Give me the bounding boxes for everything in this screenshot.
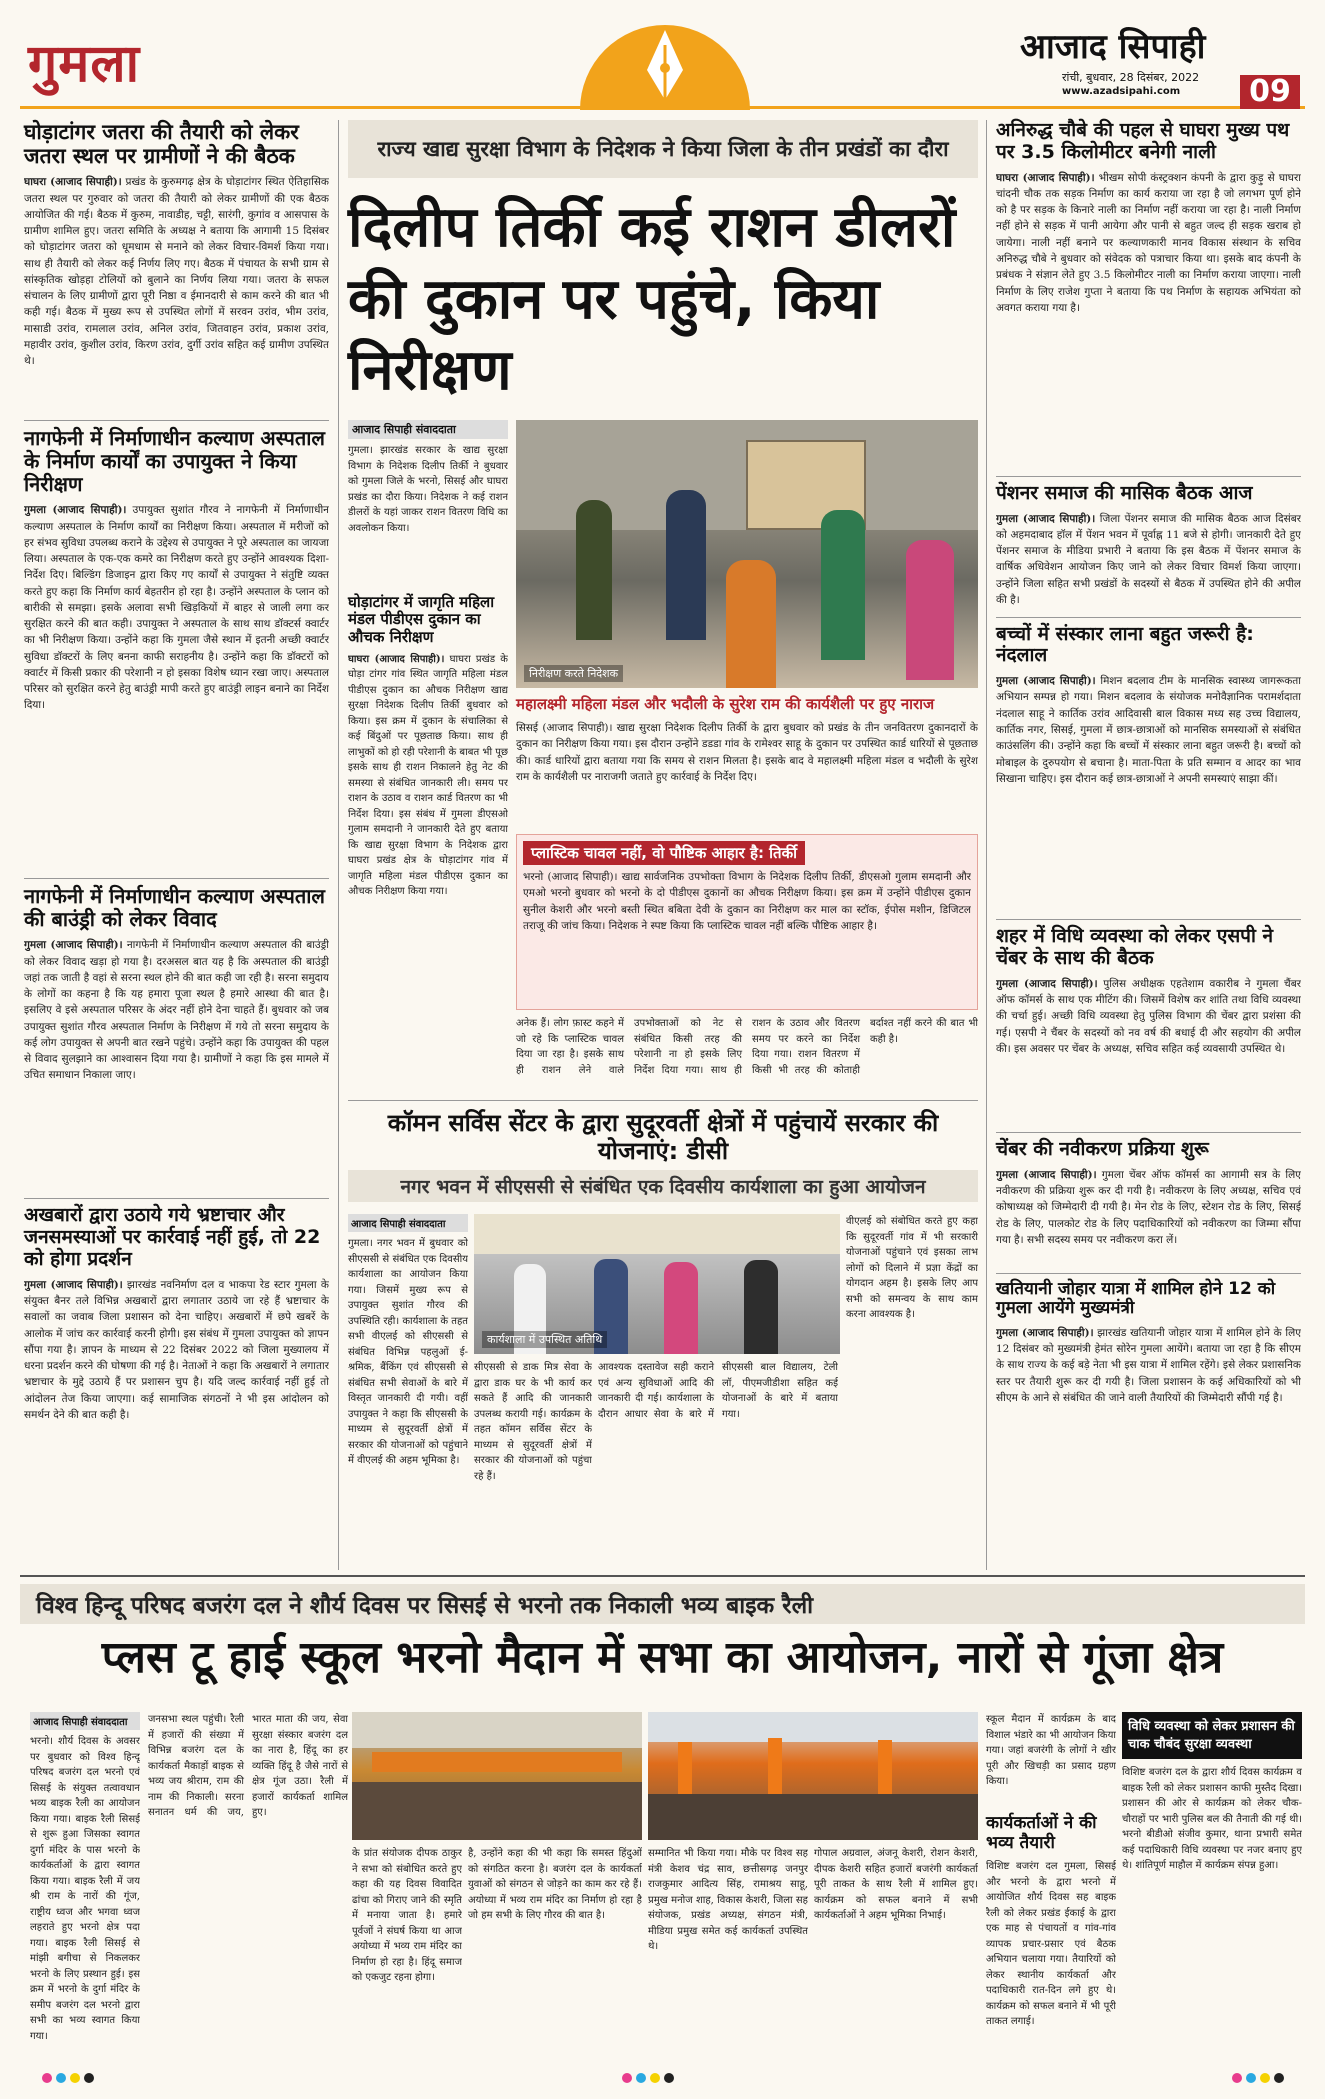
masthead-sun-logo xyxy=(575,0,755,110)
section-title xyxy=(28,26,140,97)
photo-person xyxy=(906,540,954,680)
byline: आजाद सिपाही संवाददाता xyxy=(30,1712,140,1730)
story-body: गुमला (आजाद सिपाही)। झारखंड खतियानी जोहार यात्रा में शामिल होने के लिए 12 दिसंबर को मुख्यमंत्री हेमंत सोरेन गुमला आयेंगे। बताया जा रहा है कि सीएम के साथ राज्य के कई बड़े नेता भी इस यात्रा में शामिल रहेंगे। इसे लेकर प्रशासनिक स्तर पर तैयारी शुरू कर दी गयी है। जिला प्रशासन के कई अधिकारियों को भी सीएम के आने से संबंधित की जाने वाली तैयारियों की जिम्मेदारी सौंपी गई है। xyxy=(996,1326,1301,1404)
story-headline: बच्चों में संस्कार लाना बहुत जरूरी है: नंदलाल xyxy=(996,622,1254,667)
photo-crowd xyxy=(352,1782,642,1840)
divider xyxy=(24,420,329,421)
website: www.azadsipahi.com xyxy=(1062,86,1181,97)
photo-banner xyxy=(474,1214,840,1254)
story-headline: शहर में विधि व्यवस्था को लेकर एसपी ने चेंबर के साथ की बैठक xyxy=(996,925,1274,970)
story-body: गुमला (आजाद सिपाही)। गुमला चेंबर ऑफ कॉमर्स का आगामी सत्र के लिए नवीकरण की प्रक्रिया शुरू कर दी गयी है। नवीकरण के लिए अध्यक्ष, सचिव एवं कोषाध्यक्ष को जिम्मेदारी दी गयी है। मेन रोड के लिए, स्टेशन रोड के लिए, सिसई रोड के लिए, पालकोट रोड के लिए पदाधिकारियों को नवीकरण का जिम्मा सौंपा गया है। सभी सदस्य समय पर नवीकरण करा लें। xyxy=(996,1168,1301,1246)
story-body: घाघरा (आजाद सिपाही)। घाघरा प्रखंड के घोड़ा टांगर गांव स्थित जागृति महिला मंडल पीडीएस दुकान का औचक निरीक्षण खाद्य सुरक्षा निदेशक दिलीप तिर्की बुधवार को किया। इस क्रम में दुकान के संचालिका से कई बिंदुओं पर पूछताछ किया। साथ ही लाभुकों को हो रही परेशानी के बाबत भी पूछ इसके साथ ही राशन निकालने हेतु नेट की समस्या से संबंधित जानकारी ली। समय पर राशन के उठाव व राशन कार्ड वितरण का भी निर्देश दिया। इस संबंध में गुमला डीएसओ गुलाम समदानी ने जानकारी देते हुए बताया कि खाद्य सुरक्षा विभाग के निदेशक द्वारा घाघरा प्रखंड क्षेत्र के घोड़ाटांगर गांव में जागृति महिला मंडल पीडीएस दुकान का औचक निरीक्षण किया गया। xyxy=(348,653,508,898)
story-headline: खतियानी जोहार यात्रा में शामिल होने 12 को गुमला आयेंगे मुख्यमंत्री xyxy=(996,1278,1276,1319)
story-body: विशिष्ट बजरंग दल गुमला, सिसई और भरनो के द्वारा भरनो में आयोजित शौर्य दिवस सह बाइक रैली को लेकर प्रखंड ईकाई के द्वारा एक माह से पंचायतों व गांव-गांव व्यापक प्रचार-प्रसार एवं बैठक अभियान चलाया गया। तैयारियों को लेकर स्थानीय कार्यकर्ता और पदाधिकारी रात-दिन लगे हुए थे। कार्यक्रम को सफल बनाने में भी पूरी ताकत लगाई। xyxy=(986,1861,1116,2028)
divider xyxy=(20,1575,1305,1577)
story-body: घाघरा (आजाद सिपाही)। भीखम सोपी कंस्ट्रक्शन कंपनी के द्वारा कुड़ु से घाघरा चांदनी चौक तक सड़क निर्माण का कार्य कराया जा रहा है जो लगभग पूर्ण होने को है पर सड़क के किनारे नाली का निर्माण नहीं कराया जा रहा है। नाली निर्माण नहीं होने से सड़क में पानी आयेगा और पानी से बहुत जल्द ही सड़क खराब हो जायेगा। नाली नहीं बनाने पर कल्याणकारी मानव विकास संस्थान के सचिव अनिरुद्ध चौबे ने बुधवार को संवेदक को पत्राचार किया था। इसके बाद कंपनी के प्रबंधक ने संज्ञान लेते हुए 3.5 किलोमीटर नाली का निर्माण कराया जाएगा। नाली निर्माण के लिए राजेश गुप्ता ने बताया कि पथ निर्माण के सहायक अभियंता को अवगत कराया गया है। xyxy=(996,171,1301,314)
dateline: रांची, बुधवार, 28 दिसंबर, 2022 xyxy=(1062,71,1200,84)
lead-left-column xyxy=(348,420,508,1212)
lead-kicker: राज्य खाद्य सुरक्षा विभाग के निदेशक ने किया जिला के तीन प्रखंडों का दौरा xyxy=(348,120,978,178)
paper-name: आजाद सिपाही xyxy=(1020,27,1206,67)
story-body: गुमला (आजाद सिपाही)। जिला पेंशनर समाज की मासिक बैठक आज दिसंबर को अहमदाबाद हॉल में पेंशन भवन में पूर्वाह्न 11 बजे से होगी। जानकारी देते हुए पेंशनर समाज के मीडिया प्रभारी ने बताया कि इस बैठक में पेंशनर समाज के वार्षिक अधिवेशन आयोजन किए जाने को लेकर विचार विमर्श किया जाएगा। उन्होंने जिला सहित सभी प्रखंडों के सदस्यों से बैठक में उपस्थित होने की अपील की है। xyxy=(996,512,1301,606)
sub-headline: घोड़ाटांगर में जागृति महिला मंडल पीडीएस दुकान का औचक निरीक्षण xyxy=(348,593,495,646)
csc-body-4: वीएलई को संबोधित करते हुए कहा कि सुदूरवर्ती गांव में भी सरकारी योजनाओं पहुंचाने एवं इसका लाभ लोगों को दिलाने में प्रज्ञा केंद्रों का योगदान अहम है। इसके लिए आप सभी को समन्वय के साथ काम करना आवश्यक है। xyxy=(846,1216,978,1320)
divider xyxy=(996,919,1301,920)
story-body: भरनो। शौर्य दिवस के अवसर पर बुधवार को विश्व हिन्दू परिषद बजरंग दल भरनो एवं सिसई के संयुक्त तत्वावधान भव्य बाइक रैली का आयोजन किया गया। बाइक रैली सिसई से शुरू हुआ जिसका स्वागत दुर्गा मंदिर के पास भरनो के कार्यकर्ताओं के द्वारा स्वागत किया गया। बाइक रैली में जय श्री राम के नारों की गूंज, राष्ट्रीय ध्वज और भगवा ध्वज लहराते हुए भरनो क्षेत्र पदा गया। बाइक रैली सिसई से मांझी बगीचा से निकलकर भरनो के लिए प्रस्थान हुई। इस क्रम में भरनो के दुर्गा मंदिर के समीप बजरंग दल भरनो द्वारा सभी का भव्य स्वागत किया गया। xyxy=(30,1736,140,2042)
story-headline: अनिरुद्ध चौबे की पहल से घाघरा मुख्य पथ पर 3.5 किलोमीटर बनेगी नाली xyxy=(996,119,1290,163)
story-body: गुमला (आजाद सिपाही)। नागफेनी में निर्माणाधीन कल्याण अस्पताल की बाउंड्री को लेकर विवाद खड़ा हो गया है। दरअसल बात यह है कि अस्पताल की बाउंड्री जहां तक जाती है वहां से सरना स्थल होने की बात कही जा रही है। सरना समुदाय के लोगों का कहना है कि यह हमारा पूजा स्थल है हमारे आस्था की बात है। इसलिए वे इसे अस्पताल परिसर के अंदर नहीं होने देना चाहते हैं। बुधवार को जब उपायुक्त सुशांत गौरव अस्पताल निर्माण के निरीक्षण में गये तो सरना समुदाय के कई लोग उपायुक्त से अपनी बात रखने पहुंचे। उन्होंने कहा कि उपायुक्त की पहल से विवाद सुलझाने का आश्वासन दिया गया है। ग्रामीणों ने कहा कि इस मामले में उचित समाधान निकाला जाए। xyxy=(24,939,329,1082)
lead-continuation: अनेक हैं। लोग फ़ास्ट कहने में जो रहे कि प्लास्टिक चावल दिया जा रहा है। इसके साथ ही राशन लेने वाले उपभोक्ताओं को नेट से संबंधित किसी तरह की परेशानी ना हो इसके लिए निर्देश दिया गया। साथ ही राशन के उठाव और वितरण समय पर करने का निर्देश दिया गया। राशन वितरण में किसी भी तरह की कोताही बर्दाश्त नहीं करने की बात भी कही है। xyxy=(516,1018,978,1076)
byline: आजाद सिपाही संवाददाता xyxy=(348,420,508,439)
byline: आजाद सिपाही संवाददाता xyxy=(348,1214,468,1232)
photo-label: कार्यशाला में उपस्थित अतिथि xyxy=(482,1331,607,1348)
divider xyxy=(996,1132,1301,1133)
bottom-headline: प्लस टू हाई स्कूल भरनो मैदान में सभा का आयोजन, नारों से गूंजा क्षेत्र xyxy=(101,1632,1224,1683)
story-headline: चेंबर की नवीकरण प्रक्रिया शुरू xyxy=(996,1137,1209,1160)
pen-nib-icon xyxy=(575,0,755,110)
photo-person xyxy=(744,1260,778,1354)
photo-caption-body: सिसई (आजाद सिपाही)। खाद्य सुरक्षा निदेशक दिलीप तिर्की के द्वारा बुधवार को प्रखंड के तीन जनवितरण दुकानदारों के दुकान का निरीक्षण किया गया। इस दौरान उन्होंने डडडा गांव के रामेश्वर साहू के दुकान पर उपस्थित कार्ड धारियों से पूछताछ की। कार्ड धारियों द्वारा बताया गया कि समय से राशन मिलता है। इसके बाद वे महालक्ष्मी महिला मंडल व भदौली के सुरेश राम के कार्यशैली पर नाराजगी जताते हुए कार्रवाई के निर्देश दिए। xyxy=(516,722,978,783)
photo-sky xyxy=(648,1712,978,1742)
inset-box xyxy=(516,834,978,1010)
divider xyxy=(24,878,329,879)
photo-crowd xyxy=(648,1794,978,1840)
left-column xyxy=(24,120,329,1677)
bottom-col-2: जनसभा स्थल पहुंची। रैली में हजारों की संख्या में विभिन्न बजरंग दल के कार्यकर्ता मैकाड़ों बाइक से भव्य जय श्रीराम, राम की नाम की निकाली। सरना सनातन धर्म की जय, भारत माता की जय, सेवा सुरक्षा संस्कार बजरंग दल का नारा है, हिंदू का हर व्यक्ति हिंदू है जैसे नारों से क्षेत्र गूंज उठा। रैली में हजारों कार्यकर्ता शामिल हुए। xyxy=(148,1714,348,1818)
inset-headline: प्लास्टिक चावल नहीं, वो पौष्टिक आहार है: तिर्की xyxy=(523,841,805,865)
print-registration-marks xyxy=(40,2068,96,2087)
photo-person xyxy=(664,1262,698,1354)
bottom-col-4: है, उन्होंने कहा की भी कहा कि समस्त हिंदुओं को संगठित करना है। बजरंग दल के कार्यकर्ता युवाओं को संगठन से जोड़ने का काम कर रहे हैं। अयोध्या में भव्य राम मंदिर का निर्माण हो रहा है जो हम सभी के लिए गौरव की बात है। xyxy=(468,1848,642,1921)
divider xyxy=(24,1198,329,1199)
story-headline: घोड़ाटांगर जतरा की तैयारी को लेकर जतरा स्थल पर ग्रामीणों ने की बैठक xyxy=(24,120,299,169)
csc-subhead: नगर भवन में सीएससी से संबंधित एक दिवसीय कार्यशाला का हुआ आयोजन xyxy=(348,1170,978,1202)
photo-flag xyxy=(768,1738,782,1802)
print-registration-marks xyxy=(620,2068,676,2087)
bottom-col-3: के प्रांत संयोजक दीपक ठाकुर ने सभा को संबोधित करते हुए कहा की यह दिवस विवादित ढांचा को गिराए जाने की स्मृति में मनाया जाता है। हमारे पूर्वजों ने संघर्ष किया था आज अयोध्या में भव्य राम मंदिर का निर्माण हो रहा है। हिंदू समाज को एकजुट रहना होगा। xyxy=(352,1848,462,1983)
story-body: घाघरा (आजाद सिपाही)। प्रखंड के कुरुमगढ़ क्षेत्र के घोड़ाटांगर स्थित ऐतिहासिक जतरा स्थल पर गुरुवार को जतरा की तैयारी को लेकर ग्रामीणों की एक बैठक आयोजित की गई। बैठक में कुरुम, नावाडीह, चट्टी, सारंगी, कुगांव व आसपास के ग्रामीण शामिल हुए। जतरा समिति के अध्यक्ष ने बताया कि आगामी 15 दिसंबर को घोड़ाटांगर जतरा को धूमधाम से मनाने को लेकर विचार-विमर्श किया गया। साथ ही तैयारी को लेकर कई निर्णय लिए गए। बैठक में पंचायत के सभी ग्राम से सांस्कृतिक खोड़हा टोलियों को बुलाने का निर्णय लिया गया। जतरा के सफल संचालन के लिए ग्रामीणों द्वारा पूरी निष्ठा व ईमानदारी से काम करने की बात भी कही गई। बैठक में मुख्य रूप से उपस्थित लोगों में सरवन उरांव, भीम उरांव, मासाडी उरांव, रामलाल उरांव, अनिल उरांव, जितवाहन उरांव, प्रकाश उरांव, महावीर उरांव, कुशील उरांव, किरण उरांव, दुर्गी उरांव सहित कई ग्रामीण उपस्थित थे। xyxy=(24,176,329,368)
csc-body-2: सीएससी से डाक मित्र सेवा के द्वारा डाक घर के भी कार्य कर सकते हैं आदि की जानकारी उपलब्ध करायी गई। कार्यक्रम के तहत कॉमन सर्विस सेंटर के माध्यम से सुदूरवर्ती क्षेत्रों में सरकार की योजनाओं को पहुंचा रहे हैं। xyxy=(474,1362,592,1482)
inset-body: भरनो (आजाद सिपाही)। खाद्य सार्वजनिक उपभोक्ता विभाग के निदेशक दिलीप तिर्की, डीएसओ गुलाम समदानी और एमओ भरनो बुधवार को भरनो के दो पीडीएस दुकानों का औचक निरीक्षण किया। इस क्रम में उन्होंने पीडीएस दुकान सुनील केशरी और भरनो बस्ती स्थित बबिता देवी के दुकान का निरीक्षण कर माल का स्टॉक, ईपोस मशीन, डिजिटल तराजू की जांच किया। निदेशक ने स्पष्ट किया कि प्लास्टिक चावल नहीं बल्कि पौष्टिक आहार है। xyxy=(523,871,971,932)
story-body: गुमला। नगर भवन में बुधवार को सीएससी से संबंधित एक दिवसीय कार्यशाला का आयोजन किया गया। जिसमें मुख्य रूप से उपायुक्त सुशांत गौरव की उपस्थिति रही। कार्यशाला के तहत सभी वीएलई को सीएससी से संबंधित विभिन्न पहलुओं ई-श्रमिक, बैंकिंग एवं सीएससी से संबंधित सभी सेवाओं के बारे में विस्तृत जानकारी दी गयी। वहीं उपायुक्त ने कहा कि सीएससी के माध्यम से सुदूरवर्ती क्षेत्रों में सरकार की योजनाओं को पहुंचाने में वीएलई की अहम भूमिका है। xyxy=(348,1238,468,1466)
rally-photo-2 xyxy=(648,1712,978,1840)
story-body: गुमला। झारखंड सरकार के खाद्य सुरक्षा विभाग के निदेशक दिलीप तिर्की ने बुधवार को गुमला जिले के भरनो, सिसई और घाघरा प्रखंड का दौरा किया। निदेशक ने कई राशन डीलरों के यहां जाकर राशन वितरण विधि का अवलोकन किया। xyxy=(348,445,508,534)
story-body: विशिष्ट बजरंग दल के द्वारा शौर्य दिवस कार्यक्रम व बाइक रैली को लेकर प्रशासन काफी मुस्तैद दिखा। प्रशासन की ओर से कार्यक्रम को लेकर चौक-चौराहों पर भारी पुलिस बल की तैनाती की गई थी। भरनो बीडीओ संजीव कुमार, थाना प्रभारी समेत कई पदाधिकारी विधि व्यवस्था पर नजर बनाए हुए थे। शांतिपूर्ण माहौल में कार्यक्रम संपन्न हुआ। xyxy=(1122,1767,1302,1872)
csc-left-column xyxy=(348,1214,468,1566)
story-headline: नागफेनी में निर्माणाधीन कल्याण अस्पताल के निर्माण कार्यों का उपायुक्त ने किया निरीक्षण xyxy=(24,426,325,497)
bottom-kicker: विश्व हिन्दू परिषद बजरंग दल ने शौर्य दिवस पर सिसई से भरनो तक निकाली भव्य बाइक रैली xyxy=(20,1584,1305,1624)
photo-person xyxy=(666,490,706,640)
story-body: गुमला (आजाद सिपाही)। मिशन बदलाव टीम के मानसिक स्वास्थ्य जागरूकता अभियान सम्पन्न हो गया। मिशन बदलाव के संयोजक मनोवैज्ञानिक परामर्शदाता नंदलाल साहू ने कार्तिक उरांव आदिवासी बाल विकास मध्य सह उच्च विद्यालय, कार्तिक नगर, सिसई, गुमला में छात्र-छात्राओं को मानसिक समस्याओं से संबंधित काउंसलिंग की। उन्होंने कहा कि बच्चों में संस्कार लाना बहुत जरूरी है। बच्चों को मोबाइल के दुरुपयोग से बचाना है। माता-पिता के प्रति सम्मान व आदर का भाव सिखाना चाहिए। इस दौरान कई छात्र-छात्राओं ने अपनी समस्याएं साझा कीं। xyxy=(996,675,1301,785)
photo-sky xyxy=(352,1712,642,1748)
story-headline: नागफेनी में निर्माणाधीन कल्याण अस्पताल की बाउंड्री को लेकर विवाद xyxy=(24,884,325,932)
photo-caption-headline: महालक्ष्मी महिला मंडल और भदौली के सुरेश राम की कार्यशैली पर हुए नाराज xyxy=(516,695,935,713)
masthead-rule xyxy=(20,106,1305,109)
story-body: गुमला (आजाद सिपाही)। झारखंड नवनिर्माण दल व भाकपा रेड स्टार गुमला के संयुक्त बैनर तले विभिन्न अखबारों द्वारा लगातार उठाये जा रहे हैं भ्रष्टाचार के सवालों का जवाब जिला प्रशासन को देना चाहिए। अखबारों में छपे खबरें के आलोक में जांच कर कार्रवाई करनी होगी। इस संबंध में गुमला उपायुक्त को ज्ञापन सौंपा गया है। ज्ञापन के माध्यम से 22 दिसंबर 2022 को जिला मुख्यालय में धरना प्रदर्शन करने की घोषणा की गई है। नेताओं ने कहा कि अखबारों ने लगातार भ्रष्टाचार के मुद्दे उठाये हैं पर प्रशासन चुप है। यदि जल्द कार्रवाई नहीं हुई तो आंदोलन तेज किया जाएगा। कई सामाजिक संगठनों ने भी इस आंदोलन को समर्थन देने की बात कही है। xyxy=(24,1278,329,1421)
bottom-col-6: गोपाल अग्रवाल, अंजनू केशरी, रोशन केशरी, दीपक केशरी सहित हजारों बजरंगी कार्यकर्ता पूरी ताकत के साथ रैली में शामिल हुए। कार्यक्रम को सफल बनाने में सभी कार्यकर्ताओं ने अहम भूमिका निभाई। xyxy=(814,1848,978,1921)
photo-person xyxy=(726,560,776,688)
csc-body-3: आवश्यक दस्तावेज सही कराने एवं अन्य सुविधाओं आदि की जानकारी दी गई। कार्यशाला के दौरान आधार सेवा के बारे में सीएससी बाल विद्यालय, टेली लॉ, पीएमजीडीशा सहित कई योजनाओं के बारे में बताया गया। xyxy=(598,1362,838,1420)
right-column xyxy=(996,120,1301,1465)
divider xyxy=(348,1100,978,1101)
print-registration-marks xyxy=(1230,2068,1286,2087)
divider xyxy=(996,617,1301,618)
story-body: गुमला (आजाद सिपाही)। उपायुक्त सुशांत गौरव ने नागफेनी में निर्माणाधीन कल्याण अस्पताल के निर्माण कार्यों का निरीक्षण किया। अस्पताल में मरीजों को हर संभव सुविधा उपलब्ध कराने के उद्देश्य से उपायुक्त ने पूरे अस्पताल का जायजा लिया। अस्पताल के एक-एक कमरे का निरीक्षण करते हुए उन्होंने आवश्यक दिशा-निर्देश दिए। बिल्डिंग डिजाइन द्वारा किए गए कार्यों से उपायुक्त ने संतुष्टि व्यक्त करते हुए कहा कि निर्माण कार्य बेहतरीन हो रहा है। उन्होंने अस्पताल के प्लान को बारीकी से समझा। इसके अलावा सभी खिड़कियों में बाहर से जाली लगा कर सुरक्षित करने की बात कही। उपायुक्त ने अस्पताल के साथ साथ डॉक्टर्स क्वार्टर का भी निरीक्षण किया। उन्होंने कहा कि गुमला जैसे स्थान में इतनी अच्छी क्वार्टर सुविधा डॉक्टरों के लिए बनना काफी सराहनीय है। उन्होंने कहा कि डॉक्टरों को क्वार्टर में किसी प्रकार की परेशानी न हो इसका विशेष ध्यान रखा जाए। अस्पताल परिसर को सुरक्षित करने हेतु बाउंड्री मापी करते हुए बाउंड्री लाइन बनाने का निर्देश दिया। xyxy=(24,504,329,712)
column-rule xyxy=(986,120,987,1570)
story-body: गुमला (आजाद सिपाही)। पुलिस अधीक्षक एहतेशाम वकारीब ने गुमला चैंबर ऑफ कॉमर्स के साथ एक मीटिंग की। जिसमें विशेष कर शांति तथा विधि व्यवस्था की चर्चा हुई। अच्छी विधि व्यवस्था हेतु पुलिस विभाग की चेंबर द्वारा प्रशंसा की गई। एसपी ने चैंबर के सदस्यों को नव वर्ष की बधाई दी और सहयोग की अपील की। इस अवसर पर चेंबर के अध्यक्ष, सचिव सहित कई व्यवसायी उपस्थित थे। xyxy=(996,977,1301,1055)
bottom-box xyxy=(1122,1712,1302,2035)
photo-person xyxy=(821,510,865,660)
photo-person xyxy=(576,500,612,640)
photo-flag xyxy=(678,1742,692,1802)
csc-photo xyxy=(474,1214,840,1354)
bottom-col-5: सम्मानित भी किया गया। मौके पर विश्व सह मंत्री केशव चंद्र साव, छत्तीसगढ़ जनपुर राजकुमार आदित्य सिंह, रामाश्रय साहू, प्रमुख मनोज शाह, विकास केशरी, जिला सह संयोजक, प्रखंड अध्यक्ष, संगठन मंत्री, मीडिया प्रमुख समेत कई कार्यकर्ता उपस्थित थे। xyxy=(648,1848,808,1952)
column-rule xyxy=(338,120,339,1570)
story-body: स्कूल मैदान में कार्यक्रम के बाद विशाल भंडारे का भी आयोजन किया गया। जहां बजरंगी के लोगों ने खीर पूरी और खिचड़ी का प्रसाद ग्रहण किया। xyxy=(986,1714,1116,1787)
rally-photo-1 xyxy=(352,1712,642,1840)
csc-headline: कॉमन सर्विस सेंटर के द्वारा सुदूरवर्ती क्षेत्रों में पहुंचायें सरकार की योजनाएं: डीसी xyxy=(387,1109,939,1165)
story-headline: अखबारों द्वारा उठाये गये भ्रष्टाचार और जनसमस्याओं पर कार्रवाई नहीं हुई, तो 22 को होगा प्रदर्शन xyxy=(24,1204,321,1270)
section-name: गुमला xyxy=(28,34,141,94)
photo-flags xyxy=(372,1752,622,1772)
page-number: 09 xyxy=(1240,75,1300,109)
divider xyxy=(996,1273,1301,1274)
bottom-col-1 xyxy=(30,1712,140,2064)
bottom-col-7 xyxy=(986,1712,1116,2099)
photo-label: निरीक्षण करते निदेशक xyxy=(524,665,623,682)
lead-headline: दिलीप तिर्की कई राशन डीलरों की दुकान पर पहुंचे, किया निरीक्षण xyxy=(348,195,956,404)
sub-headline: कार्यकर्ताओं ने की भव्य तैयारी xyxy=(986,1813,1097,1853)
box-headline: विधि व्यवस्था को लेकर प्रशासन की चाक चौबंद सुरक्षा व्यवस्था xyxy=(1122,1712,1302,1759)
story-headline: पेंशनर समाज की मासिक बैठक आज xyxy=(996,481,1253,504)
lead-photo xyxy=(516,420,978,688)
divider xyxy=(996,476,1301,477)
photo-flag xyxy=(878,1740,892,1802)
